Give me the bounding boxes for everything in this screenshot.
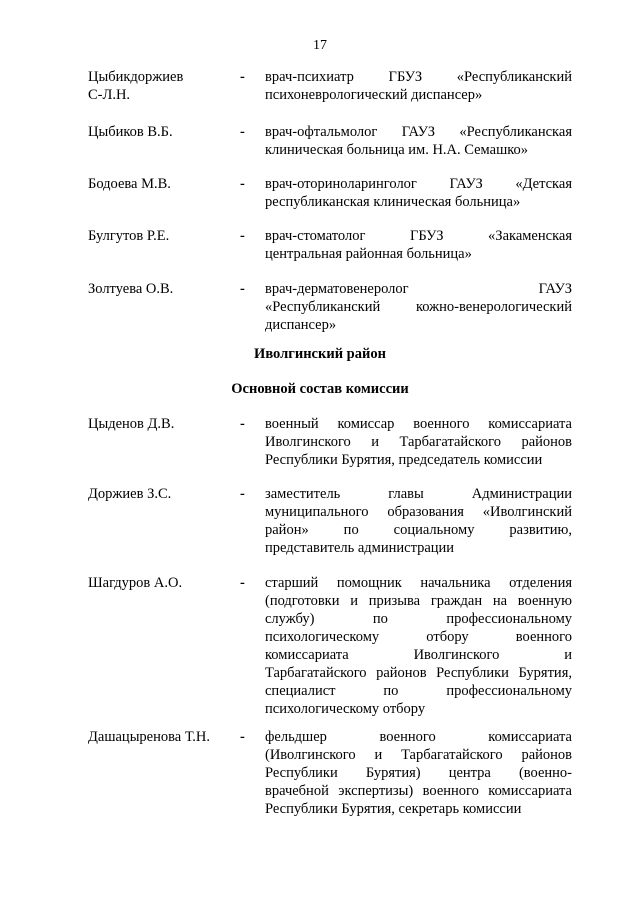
position-line: муниципального образования «Иволгинский: [265, 504, 572, 520]
position-line: Республики Бурятия, председатель комиссии: [265, 452, 543, 468]
position-line: заместитель главы Администрации: [265, 486, 572, 502]
position-line: психологическому отбору: [265, 701, 426, 717]
position-line: врач-стоматолог ГБУЗ «Закаменская: [265, 228, 572, 244]
member-name-line: Дашацыренова Т.Н.: [88, 729, 210, 745]
member-name: [88, 728, 238, 746]
position-line: клиническая больница им. Н.А. Семашко»: [265, 142, 529, 158]
position-line: психологическому отбору военного: [265, 629, 572, 645]
position-line: (Иволгинского и Тарбагатайского районов: [265, 747, 572, 763]
dash-separator: -: [240, 176, 245, 192]
position-line: врач-офтальмолог ГАУЗ «Республиканская: [265, 124, 572, 140]
position-line: представитель администрации: [265, 540, 455, 556]
dash-separator: -: [240, 729, 245, 745]
position-line: фельдшер военного комиссариата: [265, 729, 572, 745]
position-line: врачебной экспертизы) военного комиссариата: [265, 783, 572, 799]
dash-separator: -: [240, 228, 245, 244]
member-name-line: Цыбиков В.Б.: [88, 124, 173, 140]
position-line: специалист по профессиональному: [265, 683, 572, 699]
member-name: [88, 574, 238, 592]
position-line: старший помощник начальника отделения: [265, 575, 572, 591]
member-position: [265, 227, 572, 263]
position-line: психоневрологический диспансер»: [265, 87, 483, 103]
member-name-line: Шагдуров А.О.: [88, 575, 183, 591]
position-line: «Республиканский кожно-венерологический: [265, 299, 572, 315]
member-name-line: Бодоева М.В.: [88, 176, 171, 192]
member-name-line: Булгутов Р.Е.: [88, 228, 170, 244]
dash-separator: -: [240, 575, 245, 591]
member-name: [88, 175, 238, 193]
member-name: [88, 485, 238, 503]
dash-separator: -: [240, 416, 245, 432]
member-name-line: С-Л.Н.: [88, 87, 131, 103]
member-position: [265, 68, 572, 104]
position-line: комиссариата Иволгинского и: [265, 647, 572, 663]
member-name-line: Цыденов Д.В.: [88, 416, 175, 432]
position-line: службу) по профессиональному: [265, 611, 572, 627]
member-position: [265, 123, 572, 159]
position-line: диспансер»: [265, 317, 337, 333]
position-line: республиканская клиническая больница»: [265, 194, 521, 210]
member-position: [265, 574, 572, 718]
position-line: район» по социальному развитию,: [265, 522, 572, 538]
dash-separator: -: [240, 281, 245, 297]
member-name: [88, 123, 238, 141]
member-name-line: Цыбикдоржиев: [88, 69, 184, 85]
member-name: [88, 68, 238, 104]
position-line: Тарбагатайского районов Республики Бурятия,: [265, 665, 572, 681]
member-name: [88, 280, 238, 298]
member-name-line: Доржиев З.С.: [88, 486, 172, 502]
member-position: [265, 415, 572, 469]
member-position: [265, 280, 572, 334]
district-heading: Иволгинский район: [254, 346, 386, 362]
member-position: [265, 485, 572, 557]
position-line: врач-оториноларинголог ГАУЗ «Детская: [265, 176, 572, 192]
composition-heading: Основной состав комиссии: [231, 381, 409, 397]
member-position: [265, 728, 572, 818]
position-line: Иволгинского и Тарбагатайского районов: [265, 434, 572, 450]
position-line: (подготовки и призыва граждан на военную: [265, 593, 572, 609]
position-line: военный комиссар военного комиссариата: [265, 416, 572, 432]
page-number: 17: [313, 38, 327, 53]
position-line: центральная районная больница»: [265, 246, 472, 262]
dash-separator: -: [240, 69, 245, 85]
member-position: [265, 175, 572, 211]
dash-separator: -: [240, 486, 245, 502]
position-line: Республики Бурятия) центра (военно-: [265, 765, 572, 781]
position-line: врач-дерматовенеролог ГАУЗ: [265, 281, 572, 297]
member-name: [88, 415, 238, 433]
member-name: [88, 227, 238, 245]
position-line: врач-психиатр ГБУЗ «Республиканский: [265, 69, 572, 85]
dash-separator: -: [240, 124, 245, 140]
member-name-line: Золтуева О.В.: [88, 281, 174, 297]
position-line: Республики Бурятия, секретарь комиссии: [265, 801, 522, 817]
